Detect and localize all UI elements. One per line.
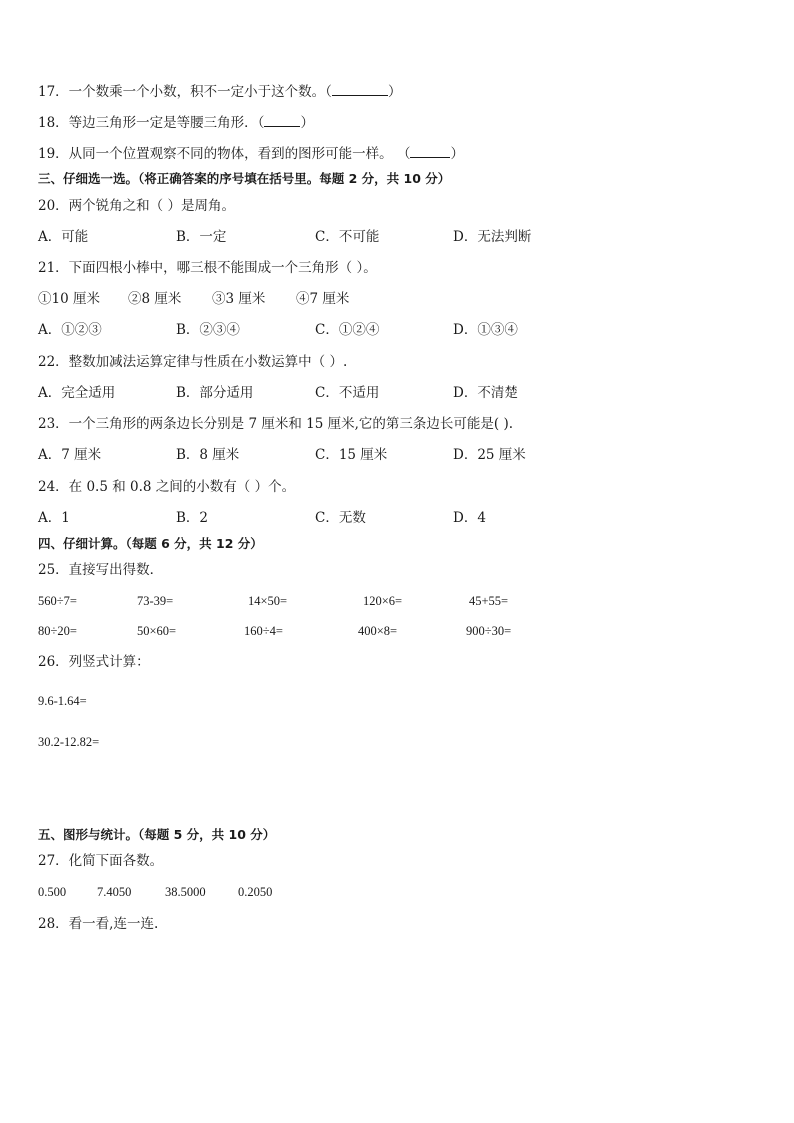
question-20-text: 20．两个锐角之和（ ）是周角。 (38, 198, 235, 214)
q25-calc-1: 560÷7= (38, 594, 77, 608)
q23-option-d[interactable]: D．25 厘米 (453, 447, 526, 463)
q22-option-a[interactable]: A．完全适用 (38, 385, 116, 401)
answer-blank-17[interactable] (332, 83, 388, 96)
question-19-text: 19．从同一个位置观察不同的物体，看到的图形可能一样。 （ (38, 146, 411, 162)
q21-option-b[interactable]: B．②③④ (176, 322, 240, 338)
question-19-close: ） (450, 146, 464, 162)
q21-stick-4: ④7 厘米 (296, 291, 350, 307)
q20-option-d[interactable]: D．无法判断 (453, 229, 532, 245)
q23-option-c[interactable]: C．15 厘米 (315, 447, 388, 463)
q22-option-c[interactable]: C．不适用 (315, 385, 380, 401)
q21-stick-2: ②8 厘米 (128, 291, 182, 307)
question-19 (38, 145, 464, 163)
question-23-text: 23．一个三角形的两条边长分别是 7 厘米和 15 厘米,它的第三条边长可能是( ). (38, 416, 514, 432)
q26-item-2: 30.2-12.82= (38, 735, 100, 749)
q25-calc-2: 73-39= (137, 594, 174, 608)
q23-option-a[interactable]: A．7 厘米 (38, 447, 102, 463)
question-17-text: 17．一个数乘一个小数，积不一定小于这个数。（ (38, 84, 332, 100)
q27-number-4: 0.2050 (238, 885, 273, 899)
q21-option-d[interactable]: D．①③④ (453, 322, 518, 338)
q20-option-a[interactable]: A．可能 (38, 229, 89, 245)
q20-option-c[interactable]: C．不可能 (315, 229, 380, 245)
q27-number-1: 0.500 (38, 885, 67, 899)
q20-option-b[interactable]: B．一定 (176, 229, 227, 245)
question-17 (38, 83, 401, 101)
question-22-text: 22．整数加减法运算定律与性质在小数运算中（ ）. (38, 354, 348, 370)
q21-option-a[interactable]: A．①②③ (38, 322, 102, 338)
answer-blank-18[interactable] (264, 114, 300, 127)
q21-stick-3: ③3 厘米 (212, 291, 266, 307)
q24-option-d[interactable]: D．4 (453, 510, 486, 526)
q25-calc-6: 80÷20= (38, 624, 77, 638)
q21-stick-1: ①10 厘米 (38, 291, 100, 307)
question-27-text: 27．化简下面各数。 (38, 853, 164, 869)
q24-option-c[interactable]: C．无数 (315, 510, 366, 526)
question-25-text: 25．直接写出得数． (38, 562, 164, 578)
q24-option-a[interactable]: A．1 (38, 510, 70, 526)
q25-calc-8: 160÷4= (244, 624, 283, 638)
q25-calc-4: 120×6= (363, 594, 403, 608)
q22-option-b[interactable]: B．部分适用 (176, 385, 254, 401)
question-17-close: ） (387, 84, 402, 100)
section-5-heading: 五、图形与统计。（每题 5 分，共 10 分） (38, 827, 276, 842)
question-28-text: 28．看一看,连一连. (38, 916, 159, 932)
q25-calc-7: 50×60= (137, 624, 177, 638)
answer-blank-19[interactable] (410, 145, 450, 158)
q25-calc-9: 400×8= (358, 624, 398, 638)
q27-number-2: 7.4050 (97, 885, 132, 899)
section-4-heading: 四、仔细计算。（每题 6 分，共 12 分） (38, 536, 263, 551)
section-3-heading: 三、仔细选一选。（将正确答案的序号填在括号里。每题 2 分，共 10 分） (38, 171, 451, 186)
q25-calc-3: 14×50= (248, 594, 288, 608)
q22-option-d[interactable]: D．不清楚 (453, 385, 518, 401)
question-18-text: 18．等边三角形一定是等腰三角形．（ (38, 115, 265, 131)
question-18 (38, 114, 314, 132)
q24-option-b[interactable]: B．2 (176, 510, 209, 526)
q26-item-1: 9.6-1.64= (38, 694, 87, 708)
q23-option-b[interactable]: B．8 厘米 (176, 447, 240, 463)
q25-calc-10: 900÷30= (466, 624, 512, 638)
q21-option-c[interactable]: C．①②④ (315, 322, 380, 338)
q25-calc-5: 45+55= (469, 594, 509, 608)
question-18-close: ） (300, 115, 314, 131)
question-21-text: 21．下面四根小棒中，哪三根不能围成一个三角形（ ）。 (38, 260, 377, 276)
question-26-text: 26．列竖式计算： (38, 654, 150, 670)
question-24-text: 24．在 0.5 和 0.8 之间的小数有（ ）个。 (38, 479, 296, 495)
q27-number-3: 38.5000 (165, 885, 206, 899)
